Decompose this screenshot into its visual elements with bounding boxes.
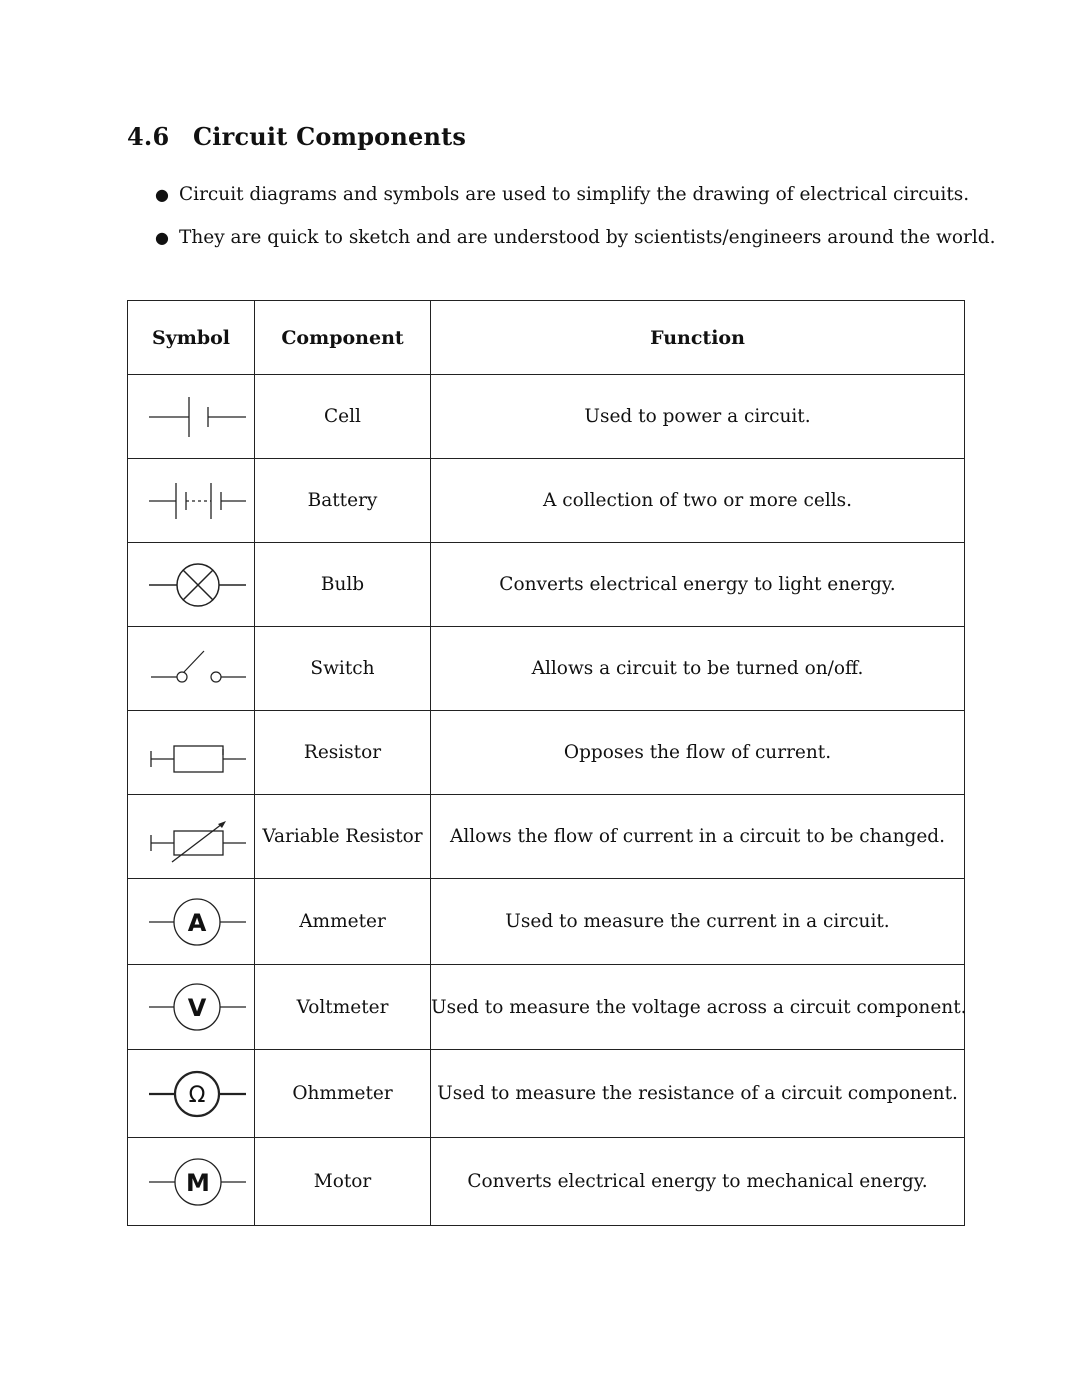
table-row <box>128 375 965 459</box>
variable-resistor-symbol-icon <box>136 807 246 867</box>
table-row <box>128 627 965 711</box>
symbol-cell <box>128 711 255 795</box>
symbol-cell <box>128 1050 255 1138</box>
symbol-cell <box>128 375 255 459</box>
symbol-cell <box>128 879 255 965</box>
battery-symbol-icon <box>136 471 246 531</box>
list-item <box>155 225 995 268</box>
table-header-row <box>128 301 965 375</box>
ohmmeter-symbol-icon <box>136 1062 246 1126</box>
switch-symbol-icon <box>136 639 246 699</box>
voltmeter-symbol-icon <box>136 975 246 1039</box>
table-row <box>128 711 965 795</box>
component-function: Used to measure the current in a circuit. <box>431 879 965 965</box>
component-function: Used to measure the resistance of a circuit component. <box>431 1050 965 1138</box>
ammeter-letter: A <box>187 908 207 937</box>
component-function: Converts electrical energy to light energy. <box>431 543 965 627</box>
symbol-cell <box>128 965 255 1050</box>
table-row <box>128 543 965 627</box>
section-title: Circuit Components <box>193 122 467 151</box>
bullet-icon: ● <box>155 228 169 247</box>
resistor-symbol-icon <box>136 723 246 783</box>
ammeter-symbol-icon <box>136 890 246 954</box>
bullet-text: They are quick to sketch and are understood by scientists/engineers around the world. <box>179 227 996 248</box>
table-row <box>128 965 965 1050</box>
component-function: Opposes the flow of current. <box>431 711 965 795</box>
component-name: Ammeter <box>255 879 431 965</box>
table-row <box>128 879 965 965</box>
bulb-symbol-icon <box>136 555 246 615</box>
component-name: Resistor <box>255 711 431 795</box>
table-row <box>128 795 965 879</box>
symbol-cell <box>128 795 255 879</box>
cell-symbol-icon <box>136 387 246 447</box>
component-name: Cell <box>255 375 431 459</box>
component-function: Allows the flow of current in a circuit to be changed. <box>431 795 965 879</box>
voltmeter-letter: V <box>187 994 207 1022</box>
bullet-icon: ● <box>155 185 169 204</box>
component-function: Allows a circuit to be turned on/off. <box>431 627 965 711</box>
component-function: Converts electrical energy to mechanical energy. <box>431 1138 965 1226</box>
table-row <box>128 1050 965 1138</box>
component-name: Bulb <box>255 543 431 627</box>
list-item <box>155 182 995 225</box>
ohmmeter-letter: Ω <box>188 1082 206 1108</box>
bullet-text: Circuit diagrams and symbols are used to simplify the drawing of electrical circuits. <box>179 184 970 205</box>
symbol-cell <box>128 459 255 543</box>
bullet-list <box>155 182 995 268</box>
component-name: Ohmmeter <box>255 1050 431 1138</box>
section-number: 4.6 <box>127 122 170 151</box>
motor-symbol-icon <box>136 1150 246 1214</box>
components-table <box>127 300 965 1226</box>
table-row <box>128 459 965 543</box>
component-function: Used to power a circuit. <box>431 375 965 459</box>
component-name: Battery <box>255 459 431 543</box>
component-name: Switch <box>255 627 431 711</box>
component-name: Voltmeter <box>255 965 431 1050</box>
symbol-cell <box>128 1138 255 1226</box>
component-function: A collection of two or more cells. <box>431 459 965 543</box>
component-function: Used to measure the voltage across a circuit component. <box>431 965 965 1050</box>
symbol-cell <box>128 543 255 627</box>
header-symbol: Symbol <box>128 301 255 375</box>
component-name: Variable Resistor <box>255 795 431 879</box>
header-function: Function <box>431 301 965 375</box>
symbol-cell <box>128 627 255 711</box>
header-component: Component <box>255 301 431 375</box>
section-heading <box>127 122 466 151</box>
table-row <box>128 1138 965 1226</box>
component-name: Motor <box>255 1138 431 1226</box>
motor-letter: M <box>186 1168 210 1197</box>
